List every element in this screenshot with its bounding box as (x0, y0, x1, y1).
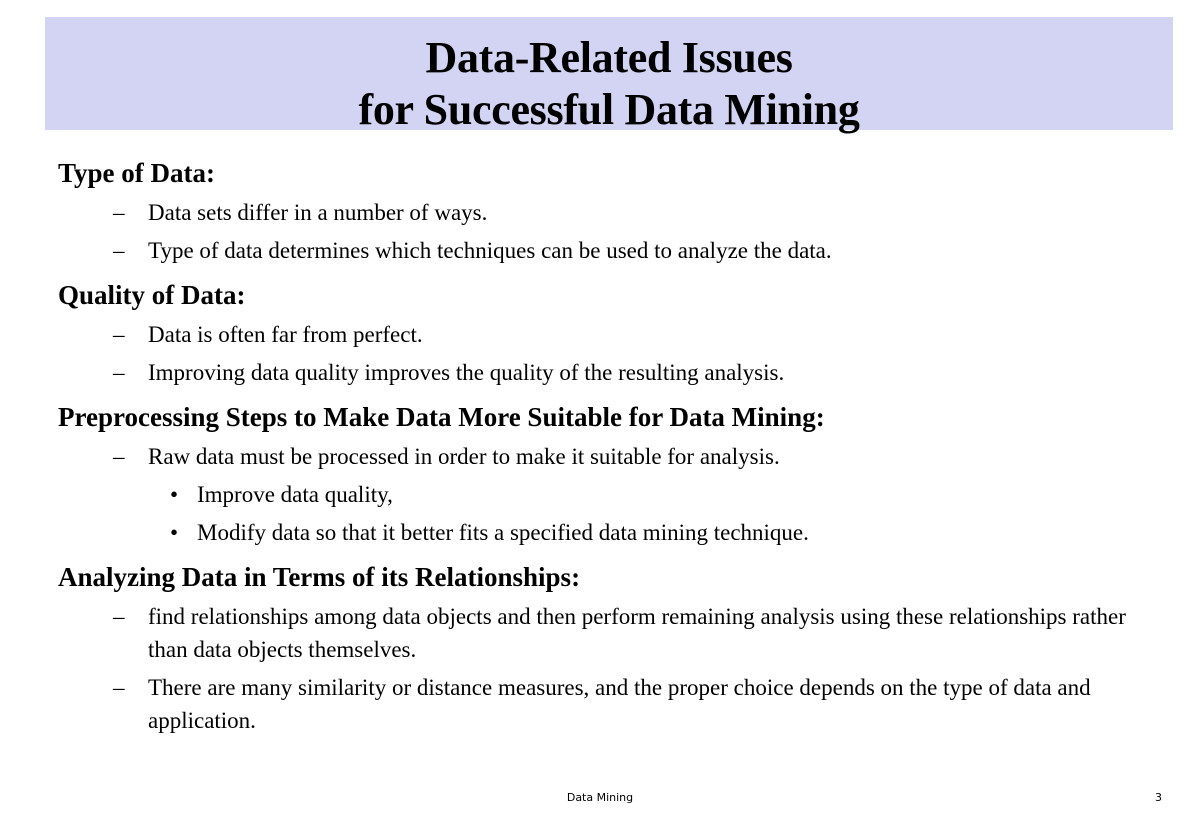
bullet-text: Data sets differ in a number of ways. (148, 200, 488, 225)
page-number: 3 (1155, 791, 1162, 804)
dash-bullet: – (113, 200, 125, 225)
dash-bullet: – (113, 604, 125, 629)
dash-bullet: – (113, 444, 125, 469)
slide-body (58, 150, 1158, 742)
bullet-text: Type of data determines which techniques can be used to analyze the data. (148, 238, 832, 263)
section-heading: Analyzing Data in Terms of its Relationships: (58, 562, 581, 592)
dash-bullet: – (113, 322, 125, 347)
bullet-text: Raw data must be processed in order to make it suitable for analysis. (148, 444, 780, 469)
dash-bullet: – (113, 675, 125, 700)
title-banner (45, 17, 1173, 134)
bullet-text: find relationships among data objects and then perform remaining analysis using these relationships rather than data objects themselves. (148, 604, 1126, 662)
slide-title-line-1: Data-Related Issues (425, 33, 793, 82)
section-preprocessing (58, 394, 1158, 549)
bullet-item (58, 671, 1158, 737)
bullet-item (58, 234, 1158, 267)
bullet-item (58, 318, 1158, 351)
section-heading: Quality of Data: (58, 280, 246, 310)
section-quality-of-data (58, 272, 1158, 389)
bullet-item (58, 600, 1158, 666)
footer-title: Data Mining (566, 791, 634, 804)
section-relationships (58, 554, 1158, 737)
dash-bullet: – (113, 238, 125, 263)
sub-bullet-item (58, 516, 1158, 549)
sub-bullet-text: Improve data quality, (197, 482, 393, 507)
dot-bullet: • (170, 482, 179, 507)
bullet-item (58, 356, 1158, 389)
bullet-item (58, 196, 1158, 229)
sub-bullet-text: Modify data so that it better fits a specified data mining technique. (197, 520, 809, 545)
bullet-text: Improving data quality improves the quality of the resulting analysis. (148, 360, 785, 385)
dash-bullet: – (113, 360, 125, 385)
section-heading: Type of Data: (58, 158, 215, 188)
slide-title-line-2: for Successful Data Mining (358, 85, 860, 134)
bullet-text: There are many similarity or distance measures, and the proper choice depends on the type of data and application. (148, 675, 1091, 733)
dot-bullet: • (170, 520, 179, 545)
bullet-item (58, 440, 1158, 473)
section-type-of-data (58, 150, 1158, 267)
sub-bullet-item (58, 478, 1158, 511)
section-heading: Preprocessing Steps to Make Data More Suitable for Data Mining: (58, 402, 825, 432)
bullet-text: Data is often far from perfect. (148, 322, 423, 347)
